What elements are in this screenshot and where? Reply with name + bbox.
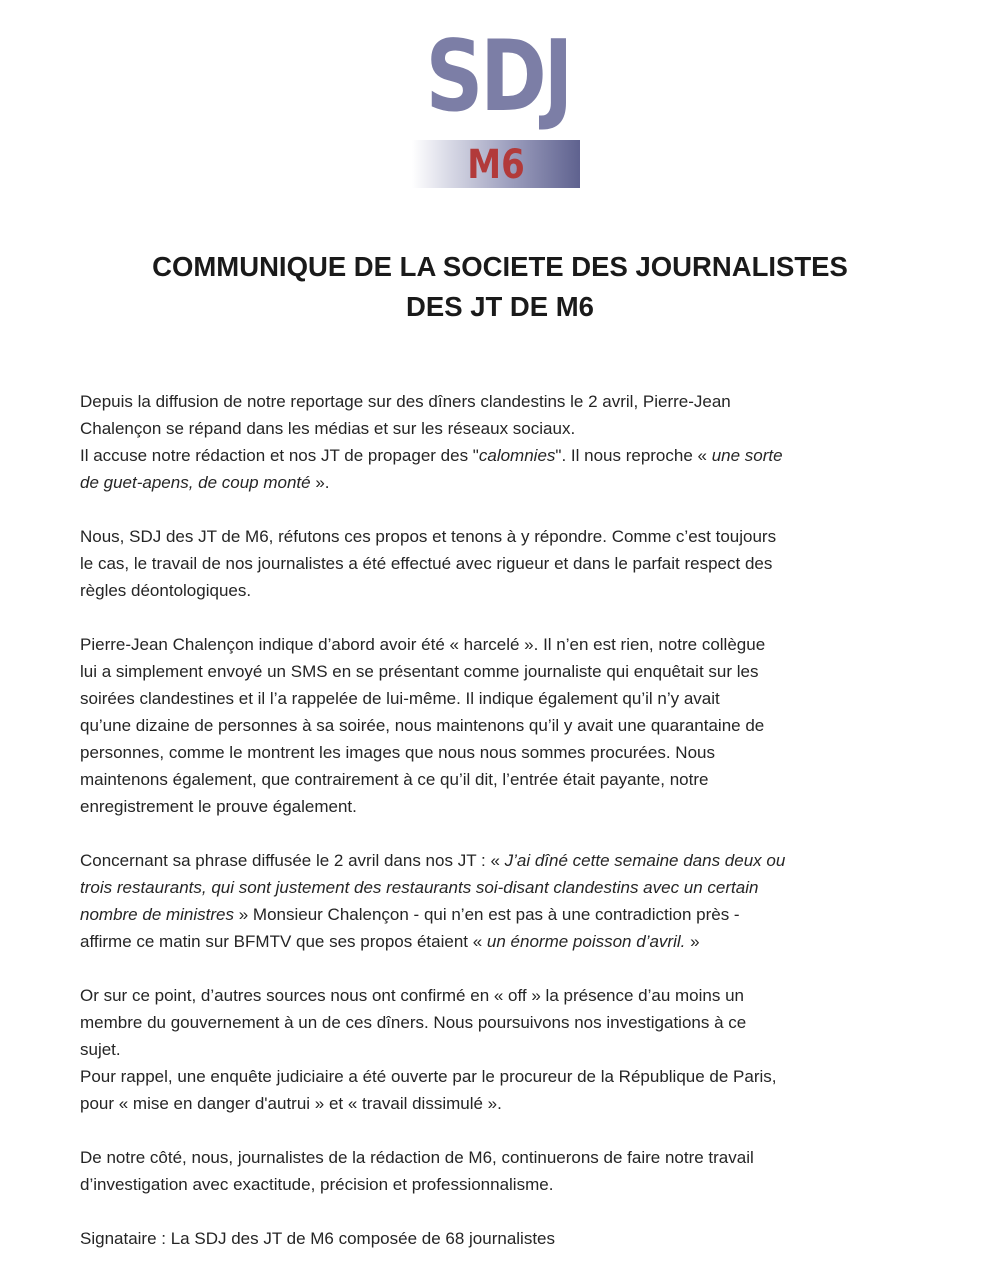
paragraph-gap: [80, 1117, 925, 1144]
document-body: [80, 388, 925, 1252]
text-line: [80, 874, 925, 901]
paragraph-5: [80, 982, 925, 1117]
text-line: Pour rappel, une enquête judiciaire a été ouverte par le procureur de la République de Paris,: [80, 1067, 777, 1086]
text-line: [80, 847, 925, 874]
text-line: règles déontologiques.: [80, 581, 252, 600]
text-line: Or sur ce point, d’autres sources nous ont confirmé en « off » la présence d’au moins un: [80, 986, 744, 1005]
text-line: soirées clandestines et il l’a rappelée de lui-même. Il indique également qu’il n’y avait: [80, 689, 720, 708]
text-line: Depuis la diffusion de notre reportage sur des dîners clandestins le 2 avril, Pierre-Jean: [80, 392, 731, 411]
text-run: affirme ce matin sur BFMTV que ses propos étaient «: [80, 932, 487, 951]
text-line: [80, 442, 925, 469]
quote-italic: une sorte: [711, 446, 783, 465]
title-line-1: COMMUNIQUE DE LA SOCIETE DES JOURNALISTES: [152, 251, 848, 282]
title-line-2: DES JT DE M6: [406, 291, 594, 322]
text-line: membre du gouvernement à un de ces dîners. Nous poursuivons nos investigations à ce: [80, 1013, 747, 1032]
text-line: enregistrement le prouve également.: [80, 797, 357, 816]
text-run: ". Il nous reproche «: [555, 446, 712, 465]
paragraph-2: [80, 523, 925, 604]
signature: Signataire : La SDJ des JT de M6 composée de 68 journalistes: [80, 1229, 556, 1248]
logo-sdj-text: SDJ: [425, 20, 571, 134]
text-run: » Monsieur Chalençon - qui n’en est pas à une contradiction près -: [234, 905, 740, 924]
document-title: [60, 247, 940, 327]
paragraph-3: [80, 631, 925, 820]
text-line: De notre côté, nous, journalistes de la rédaction de M6, continuerons de faire notre travail: [80, 1148, 754, 1167]
paragraph-6: [80, 1144, 925, 1198]
paragraph-gap: [80, 496, 925, 523]
quote-italic: de guet-apens, de coup monté: [80, 473, 311, 492]
text-line: Nous, SDJ des JT de M6, réfutons ces propos et tenons à y répondre. Comme c’est toujours: [80, 527, 777, 546]
paragraph-gap: [80, 955, 925, 982]
quote-italic: calomnies: [478, 446, 556, 465]
quote-italic: un énorme poisson d’avril.: [486, 932, 686, 951]
text-line: pour « mise en danger d'autrui » et « travail dissimulé ».: [80, 1094, 502, 1113]
text-line: [80, 928, 925, 955]
text-line: sujet.: [80, 1040, 121, 1059]
paragraph-gap: [80, 1198, 925, 1225]
text-line: Pierre-Jean Chalençon indique d’abord avoir été « harcelé ». Il n’en est rien, notre collègue: [80, 635, 766, 654]
text-run: »: [685, 932, 700, 951]
text-line: le cas, le travail de nos journalistes a été effectué avec rigueur et dans le parfait respect des: [80, 554, 773, 573]
logo-m6-text: M6: [467, 142, 525, 188]
text-line: Chalençon se répand dans les médias et sur les réseaux sociaux.: [80, 419, 576, 438]
quote-italic: trois restaurants, qui sont justement des restaurants soi-disant clandestins avec un certain: [80, 878, 759, 897]
text-line: [80, 469, 925, 496]
text-line: maintenons également, que contrairement à ce qu’il dit, l’entrée était payante, notre: [80, 770, 709, 789]
text-line: lui a simplement envoyé un SMS en se présentant comme journaliste qui enquêtait sur les: [80, 662, 759, 681]
text-line: [80, 901, 925, 928]
text-line: qu’une dizaine de personnes à sa soirée, nous maintenons qu’il y avait une quarantaine de: [80, 716, 765, 735]
paragraph-gap: [80, 604, 925, 631]
text-line: personnes, comme le montrent les images que nous nous sommes procurées. Nous: [80, 743, 715, 762]
paragraph-1: [80, 388, 925, 496]
paragraph-4: [80, 847, 925, 955]
text-run: Concernant sa phrase diffusée le 2 avril dans nos JT : «: [80, 851, 505, 870]
quote-italic: nombre de ministres: [80, 905, 235, 924]
quote-italic: J’ai dîné cette semaine dans deux ou: [504, 851, 786, 870]
paragraph-gap: [80, 820, 925, 847]
text-line: d’investigation avec exactitude, précision et professionnalisme.: [80, 1175, 554, 1194]
sdj-m6-logo: [410, 20, 582, 188]
text-run: ».: [310, 473, 330, 492]
text-run: Il accuse notre rédaction et nos JT de propager des ": [80, 446, 479, 465]
